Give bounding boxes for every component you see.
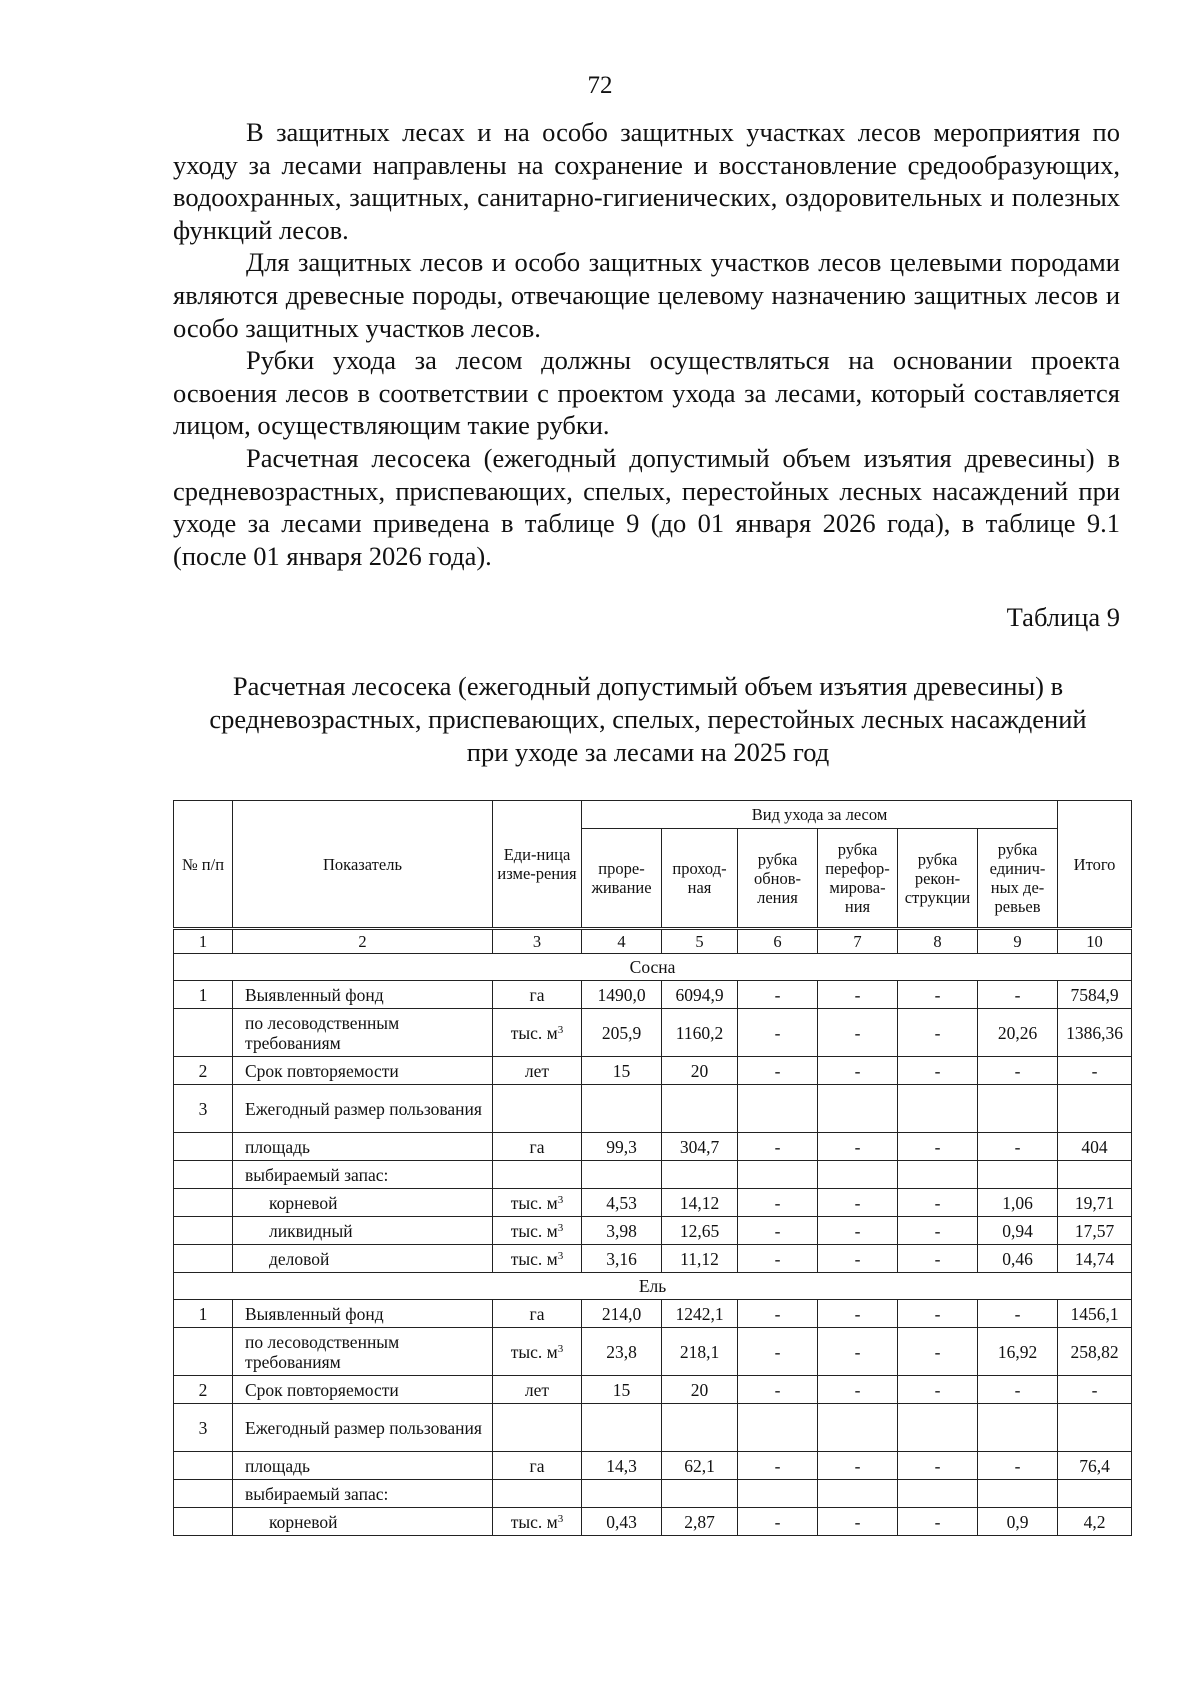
table-cell: -: [898, 1452, 978, 1480]
unit-text: тыс. м: [510, 1341, 558, 1362]
table-cell: 4,2: [1058, 1508, 1132, 1536]
table-cell: -: [818, 981, 898, 1009]
row-unit: [493, 1133, 582, 1161]
row-number: [174, 1189, 233, 1217]
table-cell: -: [738, 1376, 818, 1404]
table-cell: 19,71: [1058, 1189, 1132, 1217]
row-number: [174, 1009, 233, 1057]
row-number: [174, 1217, 233, 1245]
table-cell: 205,9: [582, 1009, 662, 1057]
table-cell: [738, 1161, 818, 1189]
table-cell: [582, 1480, 662, 1508]
row-unit: [493, 1217, 582, 1245]
table-cell: 1386,36: [1058, 1009, 1132, 1057]
table-row: [174, 1376, 1132, 1404]
row-label: Выявленный фонд: [233, 981, 493, 1009]
column-number: 8: [898, 929, 978, 954]
table-cell: [1058, 1085, 1132, 1133]
row-number: [174, 1245, 233, 1273]
table-cell: [582, 1404, 662, 1452]
table-cell: 14,74: [1058, 1245, 1132, 1273]
table-cell: -: [818, 1217, 898, 1245]
row-number: [174, 1328, 233, 1376]
row-label: площадь: [233, 1452, 493, 1480]
table-title-line: средневозрастных, приспевающих, спелых, перестойных лесных насаждений: [209, 704, 1087, 734]
table-row: [174, 1009, 1132, 1057]
table-row: [174, 1133, 1132, 1161]
table-cell: -: [978, 981, 1058, 1009]
table-row: [174, 1480, 1132, 1508]
row-label: выбираемый запас:: [233, 1161, 493, 1189]
table-row: [174, 1245, 1132, 1273]
row-label: по лесоводственным требованиям: [233, 1328, 493, 1376]
table-cell: 20,26: [978, 1009, 1058, 1057]
unit-text: га: [529, 1455, 545, 1476]
table-cell: -: [898, 1009, 978, 1057]
header-care-type: Вид ухода за лесом: [582, 801, 1058, 829]
table-row: [174, 1161, 1132, 1189]
row-number: 1: [174, 1300, 233, 1328]
table-row: [174, 1328, 1132, 1376]
table-cell: -: [978, 1057, 1058, 1085]
table-cell: 3,98: [582, 1217, 662, 1245]
row-unit: [493, 1376, 582, 1404]
header-renewal: рубка обнов-ления: [738, 829, 818, 929]
table-cell: [1058, 1161, 1132, 1189]
header-unit: Еди-ница изме-рения: [493, 801, 582, 929]
table-cell: [738, 1480, 818, 1508]
table-cell: -: [738, 1189, 818, 1217]
unit-text: лет: [524, 1060, 550, 1081]
table-cell: -: [898, 1508, 978, 1536]
table-cell: -: [818, 1057, 898, 1085]
table-cell: -: [898, 1189, 978, 1217]
column-number: 7: [818, 929, 898, 954]
header-recon: рубка рекон-струкции: [898, 829, 978, 929]
table-cell: [738, 1085, 818, 1133]
table-cell: [662, 1161, 738, 1189]
row-unit: [493, 1085, 582, 1133]
table-cell: -: [898, 1376, 978, 1404]
unit-superscript: 3: [557, 1249, 564, 1262]
unit-text: тыс. м: [510, 1192, 558, 1213]
table-cell: -: [898, 1217, 978, 1245]
table-cell: -: [738, 1300, 818, 1328]
row-label: ликвидный: [233, 1217, 493, 1245]
row-unit: [493, 1404, 582, 1452]
table-cell: -: [818, 1452, 898, 1480]
table-cell: -: [738, 1328, 818, 1376]
column-number: 10: [1058, 929, 1132, 954]
header-indicator: Показатель: [233, 801, 493, 929]
paragraph: Расчетная лесосека (ежегодный допустимый объем изъятия древесины) в средневозрастных, приспевающих, спелых, перестойных лесных насаждений при уходе за лесами приведена в таблице 9 (до 01 января 2026 года), в таблице 9.1 (после 01 января 2026 года).: [173, 442, 1120, 571]
table-cell: -: [898, 981, 978, 1009]
table-cell: -: [978, 1300, 1058, 1328]
table-cell: 1490,0: [582, 981, 662, 1009]
row-number: [174, 1480, 233, 1508]
column-number: 6: [738, 929, 818, 954]
table-cell: -: [738, 1245, 818, 1273]
row-number: 2: [174, 1057, 233, 1085]
column-number: 1: [174, 929, 233, 954]
table-cell: 20: [662, 1376, 738, 1404]
table-cell: -: [738, 1452, 818, 1480]
column-number: 2: [233, 929, 493, 954]
header-reform: рубка перефор-мирова-ния: [818, 829, 898, 929]
table-cell: -: [978, 1133, 1058, 1161]
table-cell: 1456,1: [1058, 1300, 1132, 1328]
table-cell: [898, 1480, 978, 1508]
row-unit: [493, 1161, 582, 1189]
row-unit: [493, 1480, 582, 1508]
table-cell: [662, 1404, 738, 1452]
table-cell: 14,12: [662, 1189, 738, 1217]
table-cell: -: [898, 1057, 978, 1085]
table-cell: 2,87: [662, 1508, 738, 1536]
unit-text: тыс. м: [510, 1220, 558, 1241]
table-cell: -: [818, 1009, 898, 1057]
row-label: по лесоводственным требованиям: [233, 1009, 493, 1057]
header-num: № п/п: [174, 801, 233, 929]
column-number: 5: [662, 929, 738, 954]
table-cell: 3,16: [582, 1245, 662, 1273]
table-row: [174, 1085, 1132, 1133]
unit-text: га: [529, 984, 545, 1005]
header-total: Итого: [1058, 801, 1132, 929]
table-cell: -: [818, 1508, 898, 1536]
table-cell: -: [818, 1300, 898, 1328]
table-cell: 7584,9: [1058, 981, 1132, 1009]
unit-text: тыс. м: [510, 1248, 558, 1269]
table-cell: -: [818, 1189, 898, 1217]
table-title: [160, 670, 1136, 769]
row-number: 3: [174, 1404, 233, 1452]
page-number: 72: [587, 72, 613, 99]
table-cell: 258,82: [1058, 1328, 1132, 1376]
table-cell: 23,8: [582, 1328, 662, 1376]
table-cell: [818, 1085, 898, 1133]
table-cell: 218,1: [662, 1328, 738, 1376]
table-cell: -: [738, 1009, 818, 1057]
table-cell: 304,7: [662, 1133, 738, 1161]
row-label: выбираемый запас:: [233, 1480, 493, 1508]
row-label: деловой: [233, 1245, 493, 1273]
table-label: Таблица 9: [1006, 602, 1120, 632]
header-passing: проход-ная: [662, 829, 738, 929]
table-title-line: Расчетная лесосека (ежегодный допустимый объем изъятия древесины) в: [232, 671, 1064, 701]
row-number: 2: [174, 1376, 233, 1404]
table-cell: 0,43: [582, 1508, 662, 1536]
table-cell: 11,12: [662, 1245, 738, 1273]
row-number: [174, 1161, 233, 1189]
table-body: [174, 954, 1132, 1536]
table-cell: [582, 1085, 662, 1133]
section-row: [174, 1273, 1132, 1300]
table-cell: [898, 1404, 978, 1452]
table-cell: [818, 1161, 898, 1189]
table-cell: 15: [582, 1057, 662, 1085]
table-cell: [582, 1161, 662, 1189]
table-cell: 0,46: [978, 1245, 1058, 1273]
row-label: Ежегодный размер пользования: [233, 1085, 493, 1133]
table-cell: 15: [582, 1376, 662, 1404]
row-unit: [493, 1328, 582, 1376]
unit-superscript: 3: [557, 1023, 564, 1036]
table-cell: 1160,2: [662, 1009, 738, 1057]
table-row: [174, 981, 1132, 1009]
table-cell: -: [898, 1300, 978, 1328]
table-cell: [1058, 1480, 1132, 1508]
table-cell: [662, 1480, 738, 1508]
table-cell: [898, 1085, 978, 1133]
unit-text: га: [529, 1136, 545, 1157]
row-unit: [493, 1300, 582, 1328]
row-unit: [493, 1189, 582, 1217]
table-cell: 4,53: [582, 1189, 662, 1217]
data-table: [173, 800, 1132, 1536]
row-label: корневой: [233, 1189, 493, 1217]
paragraph: Рубки ухода за лесом должны осуществляться на основании проекта освоения лесов в соответствии с проектом ухода за лесами, который составляется лицом, осуществляющим такие рубки.: [173, 345, 1120, 441]
section-row: [174, 954, 1132, 981]
row-label: площадь: [233, 1133, 493, 1161]
row-number: [174, 1452, 233, 1480]
table-cell: 76,4: [1058, 1452, 1132, 1480]
table-cell: -: [738, 1217, 818, 1245]
column-number: 4: [582, 929, 662, 954]
row-label: Ежегодный размер пользования: [233, 1404, 493, 1452]
table-cell: [818, 1404, 898, 1452]
row-unit: [493, 1245, 582, 1273]
table-row: [174, 1300, 1132, 1328]
table-cell: -: [738, 1057, 818, 1085]
body-text: [173, 116, 1120, 572]
table-cell: [1058, 1404, 1132, 1452]
unit-superscript: 3: [557, 1512, 564, 1525]
table-cell: [978, 1480, 1058, 1508]
table-cell: 14,3: [582, 1452, 662, 1480]
row-unit: [493, 1452, 582, 1480]
table-cell: 20: [662, 1057, 738, 1085]
table-cell: 404: [1058, 1133, 1132, 1161]
table-cell: [818, 1480, 898, 1508]
table-title-line: при уходе за лесами на 2025 год: [466, 737, 830, 767]
row-label: Срок повторяемости: [233, 1057, 493, 1085]
table-cell: 17,57: [1058, 1217, 1132, 1245]
table-cell: [738, 1404, 818, 1452]
table-cell: 1242,1: [662, 1300, 738, 1328]
column-number: 9: [978, 929, 1058, 954]
table-cell: -: [818, 1376, 898, 1404]
unit-text: лет: [524, 1379, 550, 1400]
unit-superscript: 3: [557, 1342, 564, 1355]
table-cell: -: [738, 981, 818, 1009]
header-thinning: проре-живание: [582, 829, 662, 929]
table-cell: 6094,9: [662, 981, 738, 1009]
table-cell: 12,65: [662, 1217, 738, 1245]
table-cell: -: [818, 1328, 898, 1376]
table-row: [174, 1508, 1132, 1536]
row-unit: [493, 1009, 582, 1057]
row-number: 1: [174, 981, 233, 1009]
row-unit: [493, 1057, 582, 1085]
table-cell: 0,9: [978, 1508, 1058, 1536]
table-cell: 1,06: [978, 1189, 1058, 1217]
table-cell: -: [1058, 1057, 1132, 1085]
table-row: [174, 1189, 1132, 1217]
table-cell: [978, 1404, 1058, 1452]
row-label: корневой: [233, 1508, 493, 1536]
table-row: [174, 1404, 1132, 1452]
table-cell: 0,94: [978, 1217, 1058, 1245]
table-cell: -: [898, 1245, 978, 1273]
table-cell: -: [738, 1508, 818, 1536]
row-number: 3: [174, 1085, 233, 1133]
table-cell: 99,3: [582, 1133, 662, 1161]
table-cell: -: [898, 1328, 978, 1376]
table-row: [174, 1057, 1132, 1085]
row-unit: [493, 1508, 582, 1536]
table-row: [174, 1452, 1132, 1480]
paragraph: Для защитных лесов и особо защитных участков лесов целевыми породами являются древесные породы, отвечающие целевому назначению защитных лесов и особо защитных участков лесов.: [173, 247, 1120, 343]
paragraph: В защитных лесах и на особо защитных участках лесов мероприятия по уходу за лесами направлены на сохранение и восстановление средообразующих, водоохранных, защитных, санитарно-гигиенических, оздоровительных и полезных функций лесов.: [173, 117, 1120, 245]
unit-superscript: 3: [557, 1221, 564, 1234]
row-number: [174, 1133, 233, 1161]
table-cell: -: [818, 1133, 898, 1161]
header-single: рубка единич-ных де-ревьев: [978, 829, 1058, 929]
table-cell: [978, 1085, 1058, 1133]
row-unit: [493, 981, 582, 1009]
table-cell: -: [898, 1133, 978, 1161]
column-number: 3: [493, 929, 582, 954]
table-cell: [898, 1161, 978, 1189]
table-cell: -: [738, 1133, 818, 1161]
unit-text: га: [529, 1303, 545, 1324]
row-label: Срок повторяемости: [233, 1376, 493, 1404]
table-cell: -: [818, 1245, 898, 1273]
row-number: [174, 1508, 233, 1536]
table-cell: [662, 1085, 738, 1133]
section-title: Сосна: [174, 954, 1132, 981]
section-title: Ель: [174, 1273, 1132, 1300]
unit-text: тыс. м: [510, 1511, 558, 1532]
unit-superscript: 3: [557, 1193, 564, 1206]
table-cell: 16,92: [978, 1328, 1058, 1376]
table-cell: [978, 1161, 1058, 1189]
table-cell: 62,1: [662, 1452, 738, 1480]
table-cell: 214,0: [582, 1300, 662, 1328]
row-label: Выявленный фонд: [233, 1300, 493, 1328]
unit-text: тыс. м: [510, 1022, 558, 1043]
table-cell: -: [978, 1452, 1058, 1480]
table-cell: -: [1058, 1376, 1132, 1404]
table-row: [174, 1217, 1132, 1245]
table-cell: -: [978, 1376, 1058, 1404]
